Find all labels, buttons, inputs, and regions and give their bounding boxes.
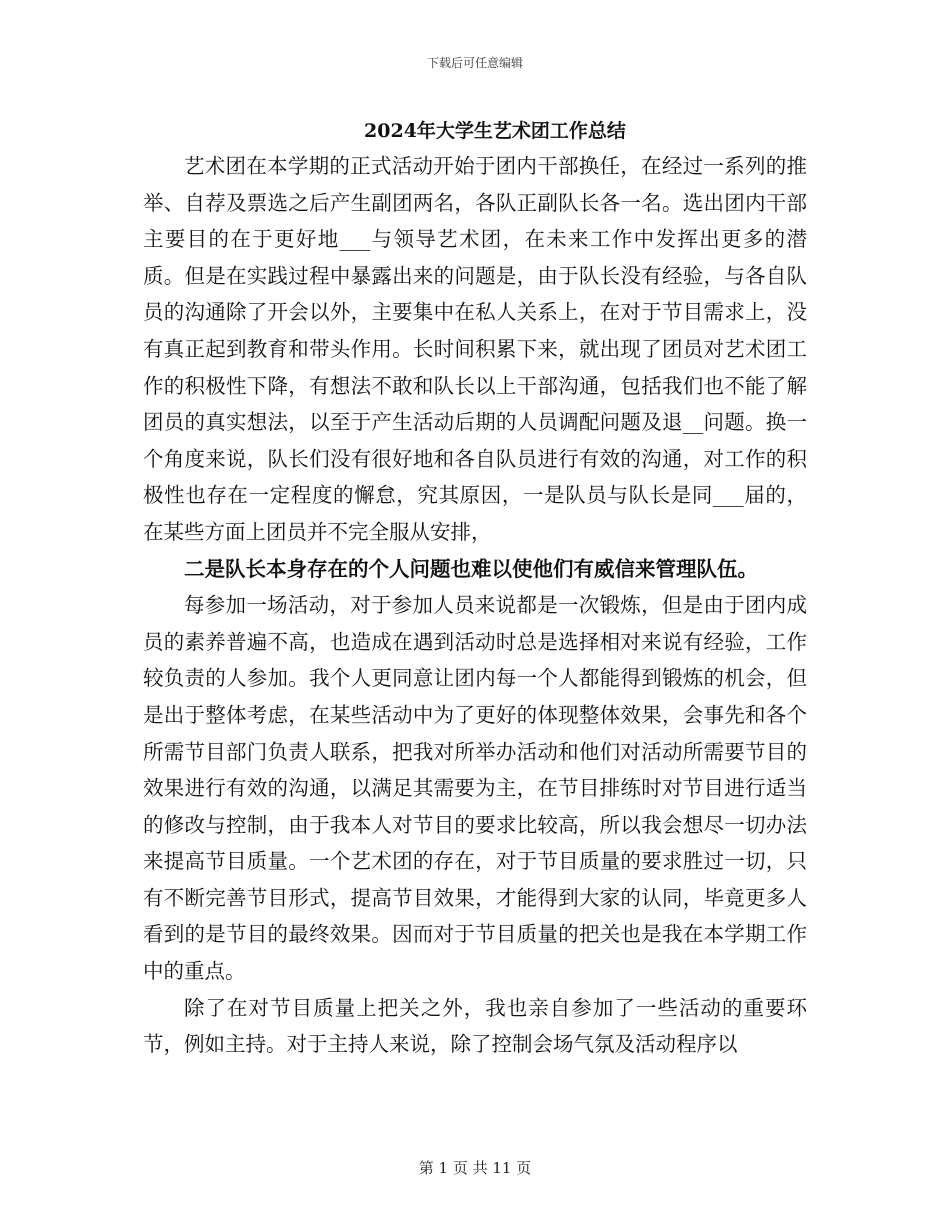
document-body (143, 148, 807, 1063)
paragraph-1: 艺术团在本学期的正式活动开始于团内干部换任，在经过一系列的推举、自荐及票选之后产生副团两名，各队正副队长各一名。选出团内干部主要目的在于更好地___与领导艺术团，在未来工作中发挥出更多的潜质。但是在实践过程中暴露出来的问题是，由于队长没有经验，与各自队员的沟通除了开会以外，主要集中在私人关系上，在对于节目需求上，没有真正起到教育和带头作用。长时间积累下来，就出现了团员对艺术团工作的积极性下降，有想法不敢和队长以上干部沟通，包括我们也不能了解团员的真实想法，以至于产生活动后期的人员调配问题及退__问题。换一个角度来说，队长们没有很好地和各自队员进行有效的沟通，对工作的积极性也存在一定程度的懈怠，究其原因，一是队员与队长是同___届的，在某些方面上团员并不完全服从安排， (143, 154, 807, 544)
paragraph-3: 每参加一场活动，对于参加人员来说都是一次锻炼，但是由于团内成员的素养普遍不高，也造成在遇到活动时总是选择相对来说有经验，工作较负责的人参加。我个人更同意让团内每一个人都能得到锻炼的机会，但是出于整体考虑，在某些活动中为了更好的体现整体效果，会事先和各个所需节目部门负责人联系，把我对所举办活动和他们对活动所需要节目的效果进行有效的沟通，以满足其需要为主，在节目排练时对节目进行适当的修改与控制，由于我本人对节目的要求比较高，所以我会想尽一切办法来提高节目质量。一个艺术团的存在，对于节目质量的要求胜过一切，只有不断完善节目形式，提高节目效果，才能得到大家的认同，毕竟更多人看到的是节目的最终效果。因而对于节目质量的把关也是我在本学期工作中的重点。 (143, 593, 807, 984)
page-header-note: 下载后可任意编辑 (426, 56, 523, 70)
paragraph-4: 除了在对节目质量上把关之外，我也亲自参加了一些活动的重要环节，例如主持。对于主持人来说，除了控制会场气氛及活动程序以 (143, 995, 807, 1057)
document-title: 2024年大学生艺术团工作总结 (364, 120, 626, 142)
page-footer-number: 第 1 页 共 11 页 (418, 1159, 532, 1177)
paragraph-2: 二是队长本身存在的个人问题也难以使他们有威信来管理队伍。 (184, 556, 758, 581)
